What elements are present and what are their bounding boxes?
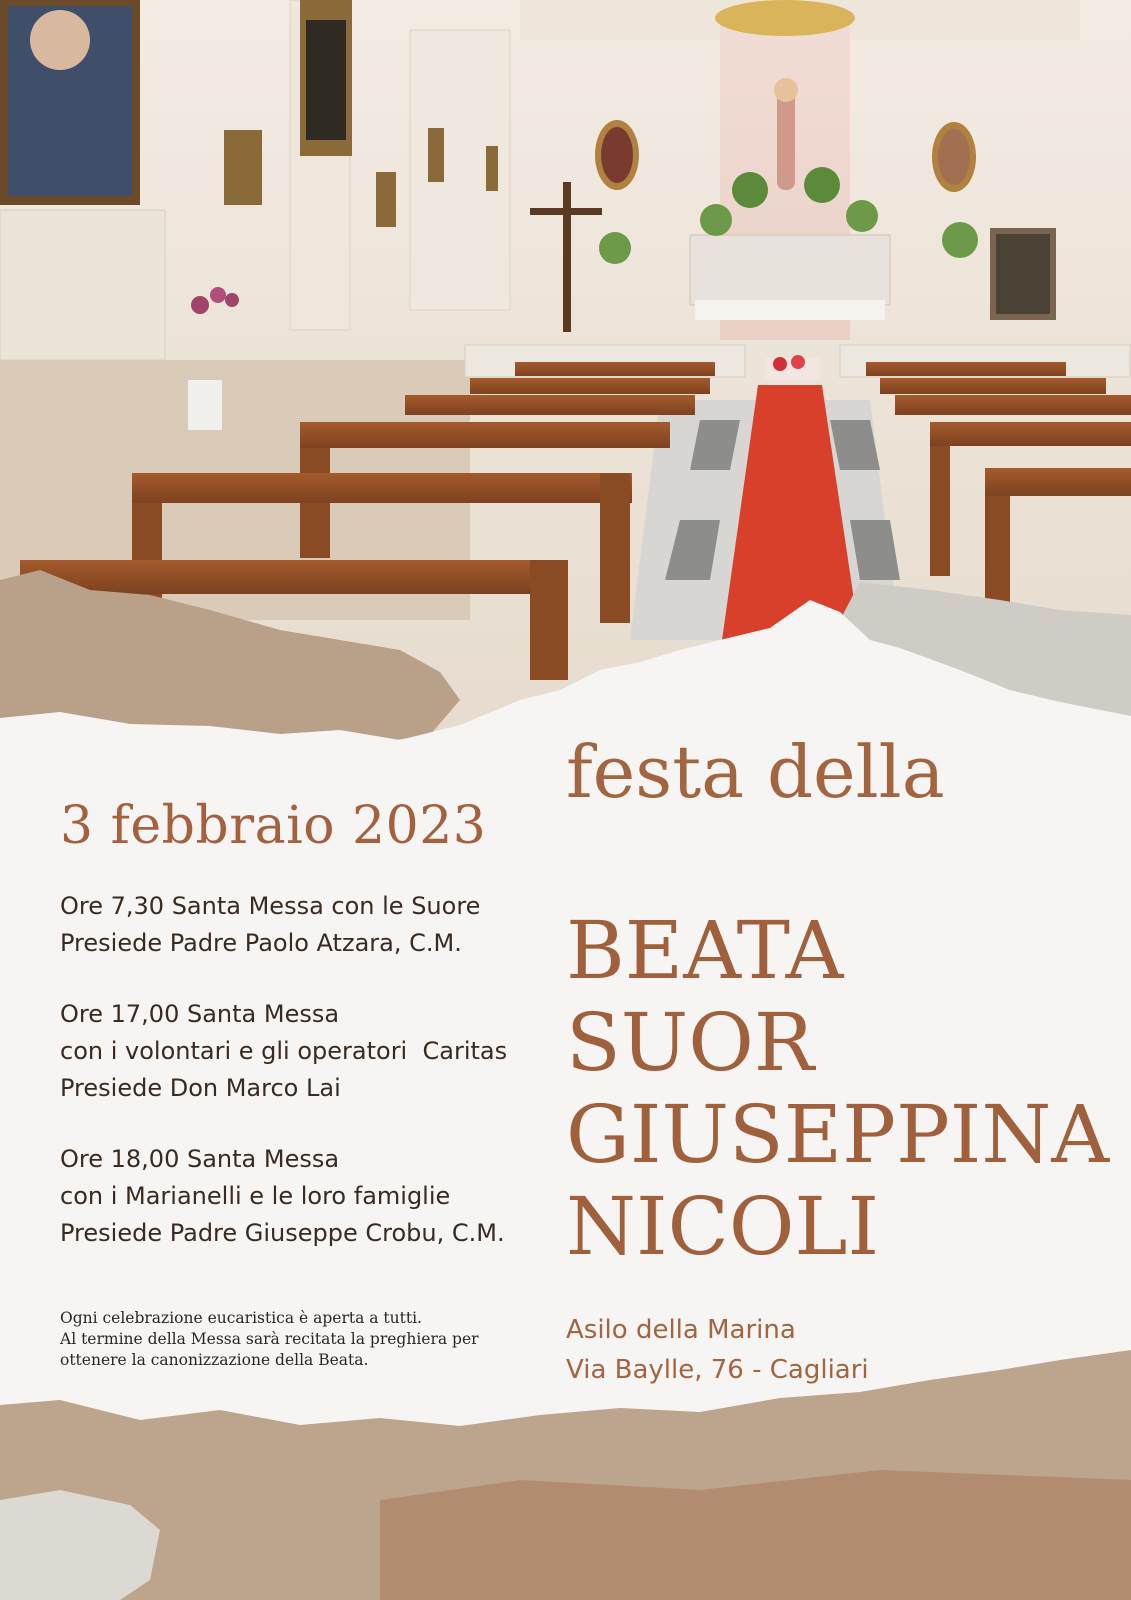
name-line: BEATA (566, 904, 844, 997)
schedule-line: Ore 7,30 Santa Messa con le Suore (60, 892, 481, 920)
celebration-note (60, 1308, 510, 1371)
mass-schedule-item (60, 1141, 507, 1252)
name-line: NICOLI (566, 1180, 880, 1273)
address-street: Via Baylle, 76 - Cagliari (566, 1355, 869, 1385)
note-line: Al termine della Messa sarà recitata la preghiera per (60, 1330, 479, 1348)
beata-name-title (566, 905, 1109, 1273)
mass-schedule-item (60, 996, 507, 1107)
schedule-line: Ore 17,00 Santa Messa (60, 1000, 340, 1028)
schedule-line: con i volontari e gli operatori Caritas (60, 1037, 508, 1065)
schedule-line: Presiede Padre Giuseppe Crobu, C.M. (60, 1219, 505, 1247)
schedule-line: con i Marianelli e le loro famiglie (60, 1182, 451, 1210)
name-line: GIUSEPPINA (566, 1088, 1110, 1181)
address-place: Asilo della Marina (566, 1315, 796, 1345)
event-address (566, 1310, 869, 1390)
note-line: ottenere la canonizzazione della Beata. (60, 1351, 369, 1369)
mass-schedule-item (60, 888, 507, 962)
schedule-line: Presiede Don Marco Lai (60, 1074, 341, 1102)
event-date: 3 febbraio 2023 (60, 796, 487, 856)
festa-heading: festa della (566, 730, 945, 814)
note-line: Ogni celebrazione eucaristica è aperta a tutti. (60, 1309, 422, 1327)
mass-schedule (60, 888, 507, 1286)
schedule-line: Ore 18,00 Santa Messa (60, 1145, 340, 1173)
name-line: SUOR (566, 996, 815, 1089)
schedule-line: Presiede Padre Paolo Atzara, C.M. (60, 929, 462, 957)
